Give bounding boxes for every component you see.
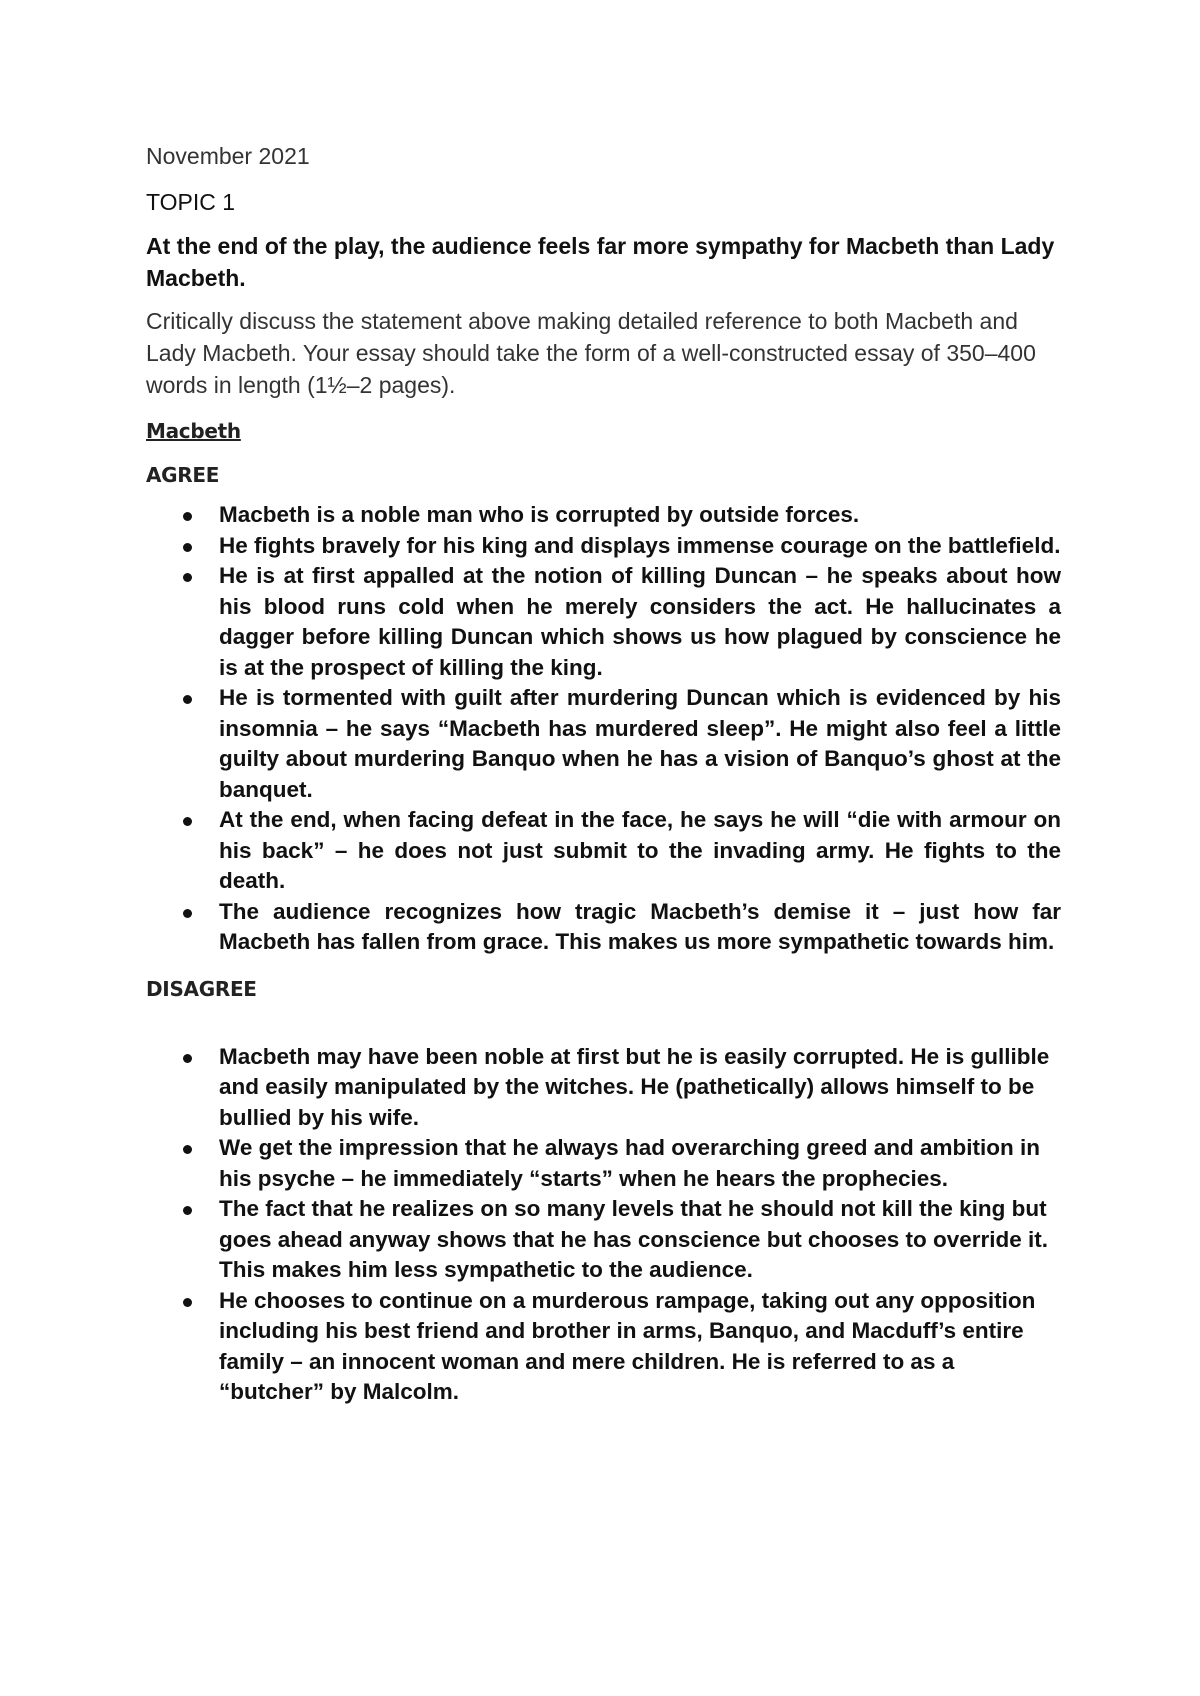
list-item <box>146 1042 1061 1134</box>
list-item-text: The audience recognizes how tragic Macbeth’s demise it – just how far Macbeth has fallen from grace. This makes us more sympathetic towards him. <box>219 898 1061 955</box>
bullet-icon <box>183 909 192 918</box>
macbeth-heading: Macbeth <box>146 419 241 444</box>
list-item <box>146 683 1061 805</box>
list-item-text: Macbeth may have been noble at first but he is easily corrupted. He is gullible and easily manipulated by the witches. He (pathetically) allows himself to be bullied by his wife. <box>219 1043 1050 1130</box>
document-content <box>146 143 1061 1408</box>
document-date: November 2021 <box>146 143 310 169</box>
list-item-text: At the end, when facing defeat in the face, he says he will “die with armour on his back” – he does not just submit to the invading army. He fights to the death. <box>219 807 1061 894</box>
list-item <box>146 1133 1061 1194</box>
list-item-text: He is at first appalled at the notion of killing Duncan – he speaks about how his blood runs cold when he merely considers the act. He hallucinates a dagger before killing Duncan which shows us how plagued by conscience he is at the prospect of killing the king. <box>219 563 1061 680</box>
list-item <box>146 1286 1061 1408</box>
bullet-icon <box>183 512 192 521</box>
bullet-icon <box>183 1145 192 1154</box>
bullet-icon <box>183 1206 192 1215</box>
list-item <box>146 561 1061 683</box>
agree-heading: AGREE <box>146 463 220 488</box>
bullet-icon <box>183 695 192 704</box>
list-item-text: We get the impression that he always had overarching greed and ambition in his psyche – he immediately “starts” when he hears the prophecies. <box>219 1135 1041 1191</box>
topic-title: TOPIC 1 <box>146 188 236 215</box>
bullet-icon <box>183 543 192 552</box>
list-item <box>146 1194 1061 1286</box>
list-item <box>146 500 1061 531</box>
list-item <box>146 531 1061 562</box>
list-item-text: He is tormented with guilt after murdering Duncan which is evidenced by his insomnia – he says “Macbeth has murdered sleep”. He might also feel a little guilty about murdering Banquo when he has a vision of Banquo’s ghost at the banquet. <box>219 685 1061 802</box>
bullet-icon <box>183 573 192 582</box>
essay-statement: At the end of the play, the audience feels far more sympathy for Macbeth than Lady Macbeth. <box>146 233 1055 292</box>
list-item-text: He chooses to continue on a murderous rampage, taking out any opposition including his best friend and brother in arms, Banquo, and Macduff’s entire family – an innocent woman and mere children. He is referred to as a “butcher” by Malcolm. <box>219 1287 1036 1405</box>
spacer <box>146 1002 1061 1030</box>
list-item-text: The fact that he realizes on so many levels that he should not kill the king but goes ahead anyway shows that he has conscience but chooses to override it. This makes him less sympathetic to the audience. <box>219 1196 1048 1283</box>
bullet-icon <box>183 817 192 826</box>
list-item <box>146 805 1061 897</box>
disagree-heading: DISAGREE <box>146 976 257 1001</box>
bullet-icon <box>183 1298 192 1307</box>
list-item-text: He fights bravely for his king and displays immense courage on the battlefield. <box>219 532 1061 558</box>
agree-list <box>146 500 1061 958</box>
disagree-list <box>146 1042 1061 1408</box>
bullet-icon <box>183 1054 192 1063</box>
list-item <box>146 897 1061 958</box>
essay-instructions: Critically discuss the statement above making detailed reference to both Macbeth and Lady Macbeth. Your essay should take the form of a well-constructed essay of 350–400 words in length (1½–2 pages). <box>146 307 1036 398</box>
list-item-text: Macbeth is a noble man who is corrupted by outside forces. <box>219 502 860 528</box>
